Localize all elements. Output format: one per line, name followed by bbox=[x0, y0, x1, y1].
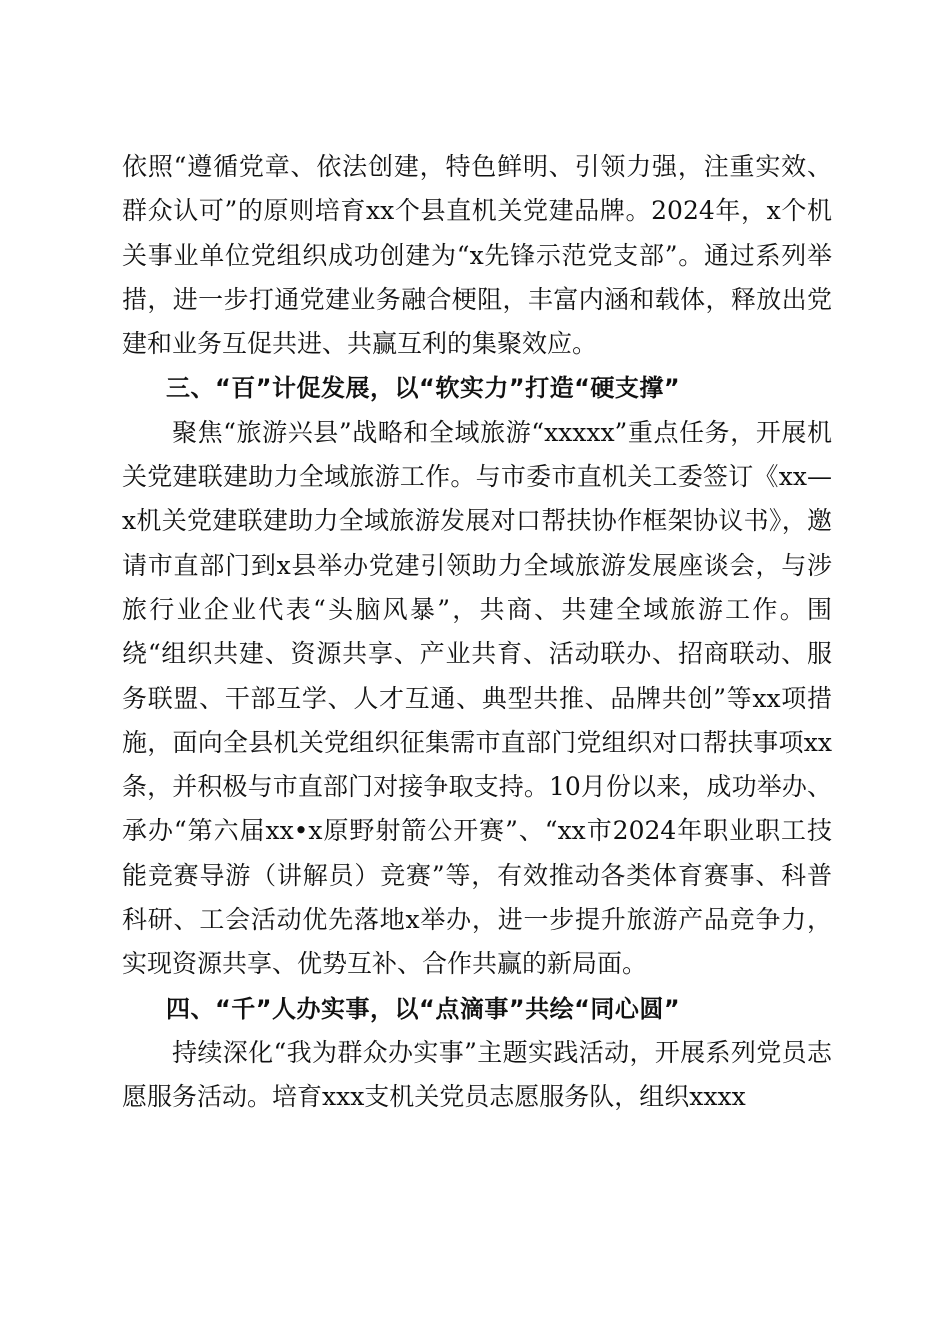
document-body bbox=[122, 145, 832, 1120]
section-heading-3: 三、“百”计促发展，以“软实力”打造“硬支撑” bbox=[166, 374, 681, 403]
section-heading-4: 四、“千”人办实事，以“点滴事”共绘“同心圆” bbox=[166, 994, 681, 1023]
paragraph-tourism: 聚焦“旅游兴县”战略和全域旅游“xxxxx”重点任务，开展机关党建联建助力全域旅游工作。与市委市直机关工委签订《xx—x机关党建联建助力全域旅游发展对口帮扶协作框架协议书》，邀请市直部门到x县举办党建引领助力全域旅游发展座谈会，与涉旅行业企业代表“头脑风暴”，共商、共建全域旅游工作。围绕“组织共建、资源共享、产业共育、活动联办、招商联动、服务联盟、干部互学、人才互通、典型共推、品牌共创”等xx项措施，面向全县机关党组织征集需市直部门党组织对口帮扶事项xx条，并积极与市直部门对接争取支持。10月份以来，成功举办、承办“第六届xx•x原野射箭公开赛”、“xx市2024年职业职工技能竞赛导游（讲解员）竞赛”等，有效推动各类体育赛事、科普科研、工会活动优先落地x举办，进一步提升旅游产品竞争力，实现资源共享、优势互补、合作共赢的新局面。 bbox=[122, 417, 832, 979]
paragraph-party-brand: 依照“遵循党章、依法创建，特色鲜明、引领力强，注重实效、群众认可”的原则培育xx个县直机关党建品牌。2024年，x个机关事业单位党组织成功创建为“x先锋示范党支部”。通过系列举措，进一步打通党建业务融合梗阻，丰富内涵和载体，释放出党建和业务互促共进、共赢互利的集聚效应。 bbox=[122, 152, 832, 359]
paragraph-volunteer: 持续深化“我为群众办实事”主题实践活动，开展系列党员志愿服务活动。培育xxx支机关党员志愿服务队，组织xxxx bbox=[122, 1037, 832, 1112]
